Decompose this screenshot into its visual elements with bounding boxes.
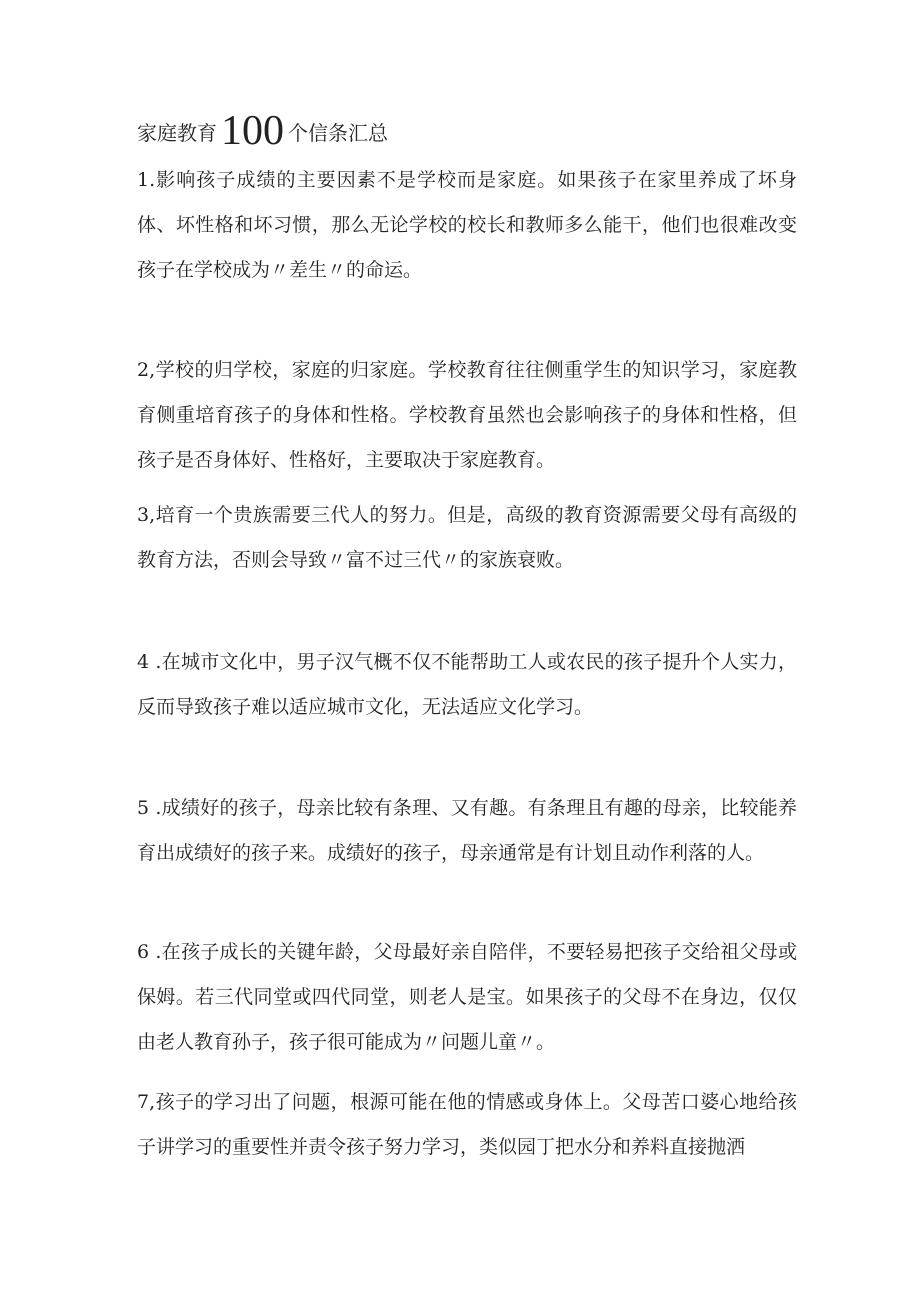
paragraph-1: 1.影响孩子成绩的主要因素不是学校而是家庭。如果孩子在家里养成了坏身体、坏性格和坏习惯，那么无论学校的校长和教师多么能干，他们也很难改变孩子在学校成为〃差生〃的命运。	[137, 169, 797, 281]
document-title	[137, 108, 388, 156]
paragraph-7: 7,孩子的学习出了问题，根源可能在他的情感或身体上。父母苦口婆心地给孩子讲学习的重要性并责令孩子努力学习，类似园丁把水分和养料直接抛洒	[137, 1091, 797, 1158]
paragraph-3: 3,培育一个贵族需要三代人的努力。但是，高级的教育资源需要父母有高级的教育方法，否则会导致〃富不过三代〃的家族衰败。	[137, 504, 797, 571]
paragraph-5: 5 .成绩好的孩子，母亲比较有条理、又有趣。有条理且有趣的母亲，比较能养育出成绩好的孩子来。成绩好的孩子，母亲通常是有计划且动作利落的人。	[137, 797, 797, 864]
title-number: 100	[221, 108, 284, 154]
paragraph-2: 2,学校的归学校，家庭的归家庭。学校教育往往侧重学生的知识学习，家庭教育侧重培育孩子的身体和性格。学校教育虽然也会影响孩子的身体和性格，但孩子是否身体好、性格好，主要取决于家庭教育。	[137, 359, 797, 471]
title-prefix: 家庭教育	[137, 121, 217, 145]
paragraph-4: 4 .在城市文化中，男子汉气概不仅不能帮助工人或农民的孩子提升个人实力，反而导致孩子难以适应城市文化，无法适应文化学习。	[137, 651, 797, 718]
paragraph-6: 6 .在孩子成长的关键年龄，父母最好亲自陪伴，不要轻易把孩子交给祖父母或保姆。若三代同堂或四代同堂，则老人是宝。如果孩子的父母不在身边，仅仅由老人教育孙子，孩子很可能成为〃问题儿童〃。	[137, 941, 797, 1053]
title-suffix: 个信条汇总	[288, 121, 388, 145]
